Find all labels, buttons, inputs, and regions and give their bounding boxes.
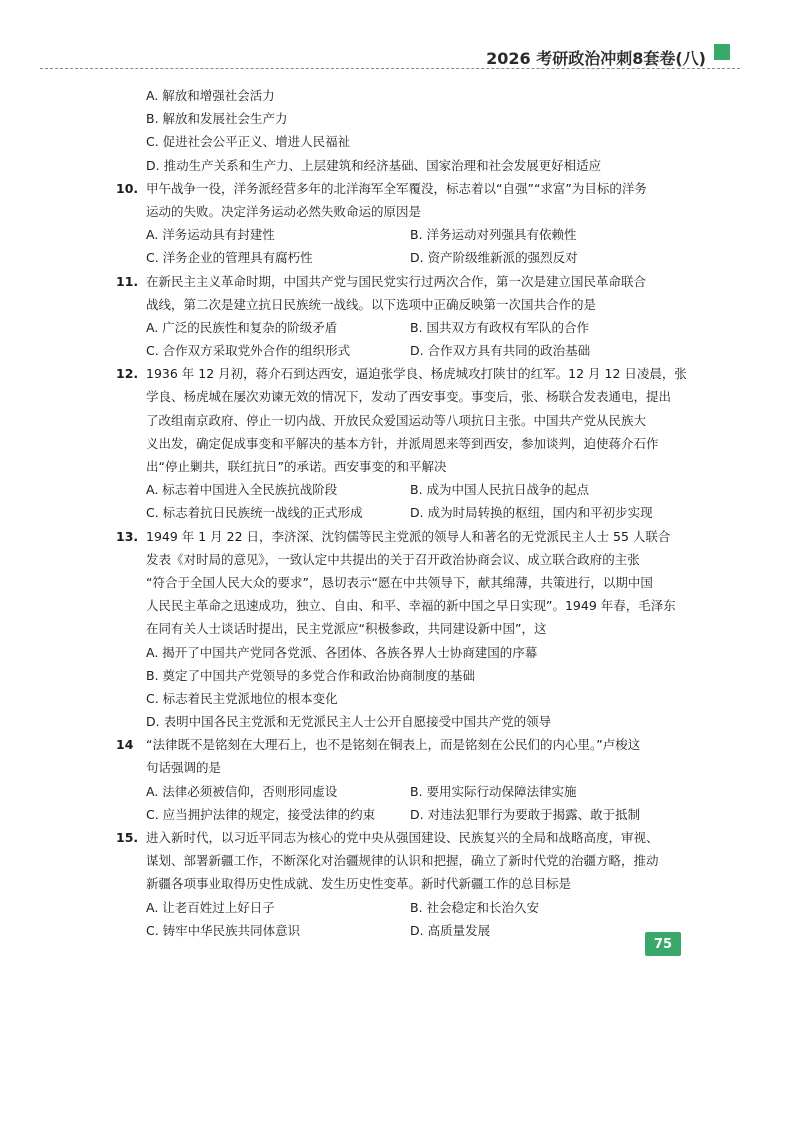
question-stem-line: 1949 年 1 月 22 日，李济深、沈钧儒等民主党派的领导人和著名的无党派民主人士 55 人联合 — [146, 528, 671, 544]
option-d: D. 高质量发展 — [410, 922, 491, 938]
option-a: A. 标志着中国进入全民族抗战阶段 — [146, 482, 338, 498]
option-b: B. 国共双方有政权有军队的合作 — [410, 319, 590, 335]
option-c: C. 铸牢中华民族共同体意识 — [146, 922, 301, 938]
option-c: C. 合作双方采取党外合作的组织形式 — [146, 343, 351, 359]
question-stem-row — [0, 849, 800, 872]
question-stem-row — [0, 594, 800, 617]
option-c: C. 标志着抗日民族统一战线的正式形成 — [146, 505, 363, 521]
option-d: D. 成为时局转换的枢纽，国内和平初步实现 — [410, 505, 653, 521]
question-stem-line: “法律既不是铭刻在大理石上，也不是铭刻在铜表上，而是铭刻在公民们的内心里。”卢梭这 — [146, 737, 641, 753]
option-a: A. 让老百姓过上好日子 — [146, 899, 275, 915]
question-number: 10. — [116, 180, 139, 196]
question-number: 15. — [116, 830, 139, 845]
option-a: A. 法律必须被信仰，否则形同虚设 — [146, 783, 338, 799]
page-number: 75 — [645, 932, 681, 956]
question-stem-line: 义出发，确定促成事变和平解决的基本方针，并派周恩来等到西安，参加谈判，迫使蒋介石作 — [146, 435, 659, 451]
question-stem-line: 谋划、部署新疆工作，不断深化对治疆规律的认识和把握，确立了新时代党的治疆方略，推动 — [146, 853, 659, 869]
question-stem-row — [0, 455, 800, 478]
question-stem-row — [0, 293, 800, 316]
question-15 — [0, 826, 800, 849]
option-d: D. 对违法犯罪行为要敢于揭露、敢于抵制 — [410, 806, 641, 822]
option-d: D. 推动生产关系和生产力、上层建筑和经济基础、国家治理和社会发展更好相适应 — [146, 157, 602, 173]
option-row — [0, 780, 800, 803]
question-stem-row — [0, 872, 800, 895]
question-stem-line: 运动的失败。决定洋务运动必然失败命运的原因是 — [146, 203, 422, 219]
question-stem-row — [0, 409, 800, 432]
option-c: C. 洋务企业的管理具有腐朽性 — [146, 250, 313, 266]
option-b: B. 奠定了中国共产党领导的多党合作和政治协商制度的基础 — [146, 667, 476, 683]
option-a: A. 揭开了中国共产党同各党派、各团体、各族各界人士协商建国的序幕 — [146, 644, 538, 660]
option-row — [0, 687, 800, 710]
option-a: A. 洋务运动具有封建性 — [146, 227, 275, 243]
question-11 — [0, 270, 800, 293]
question-stem-line: 句话强调的是 — [146, 760, 222, 776]
option-row — [0, 664, 800, 687]
question-stem-line: 在同有关人士谈话时提出，民主党派应“积极参政，共同建设新中国”，这 — [146, 621, 547, 637]
option-row — [0, 154, 800, 177]
question-stem-line: 人民民主革命之迅速成功，独立、自由、和平、幸福的新中国之早日实现”。1949 年春，毛泽东 — [146, 598, 676, 614]
question-stem-line: 出“停止剿共，联红抗日”的承诺。西安事变的和平解决 — [146, 459, 447, 474]
question-stem-line: “符合于全国人民大众的要求”，恳切表示“愿在中共领导下，献其绵薄，共策进行，以期中国 — [146, 574, 653, 590]
option-c: C. 应当拥护法律的规定，接受法律的约束 — [146, 806, 376, 822]
option-row — [0, 316, 800, 339]
question-stem-line: 战线，第二次是建立抗日民族统一战线。以下选项中正确反映第一次国共合作的是 — [146, 296, 597, 312]
question-stem-line: 了改组南京政府、停止一切内战、开放民众爱国运动等八项抗日主张。中国共产党从民族大 — [146, 412, 647, 428]
question-12 — [0, 362, 800, 385]
question-10 — [0, 177, 800, 200]
option-b: B. 洋务运动对列强具有依赖性 — [410, 227, 577, 243]
option-row — [0, 803, 800, 826]
question-stem-line: 甲午战争一役，洋务派经营多年的北洋海军全军覆没，标志着以“自强”“求富”为目标的洋务 — [146, 180, 647, 196]
option-row — [0, 223, 800, 246]
question-stem-row — [0, 617, 800, 640]
option-b: B. 成为中国人民抗日战争的起点 — [410, 482, 590, 498]
option-row — [0, 107, 800, 130]
question-stem-line: 进入新时代，以习近平同志为核心的党中央从强国建设、民族复兴的全局和战略高度，审视、 — [146, 830, 659, 845]
option-row — [0, 478, 800, 501]
question-stem-line: 学良、杨虎城在屡次劝谏无效的情况下，发动了西安事变。事变后，张、杨联合发表通电，提出 — [146, 389, 672, 405]
option-row — [0, 246, 800, 269]
question-number: 14 — [116, 737, 134, 753]
question-stem-line: 在新民主主义革命时期，中国共产党与国民党实行过两次合作，第一次是建立国民革命联合 — [146, 273, 647, 289]
question-stem-row — [0, 548, 800, 571]
option-c: C. 促进社会公平正义、增进人民福祉 — [146, 134, 351, 150]
option-row — [0, 896, 800, 919]
option-row — [0, 84, 800, 107]
question-stem-row — [0, 756, 800, 779]
option-row — [0, 339, 800, 362]
question-stem-row — [0, 432, 800, 455]
page-header — [40, 40, 740, 68]
question-number: 13. — [116, 528, 139, 544]
question-stem-row — [0, 571, 800, 594]
question-stem-row — [0, 385, 800, 408]
question-number: 11. — [116, 273, 139, 289]
option-row — [0, 130, 800, 153]
question-14 — [0, 733, 800, 756]
question-stem-line: 1936 年 12 月初，蒋介石到达西安，逼迫张学良、杨虎城攻打陕甘的红军。12 月 12 日凌晨，张 — [146, 366, 687, 382]
option-d: D. 资产阶级维新派的强烈反对 — [410, 250, 578, 266]
option-row — [0, 501, 800, 524]
option-row — [0, 710, 800, 733]
question-number: 12. — [116, 366, 139, 382]
question-stem-line: 发表《对时局的意见》，一致认定中共提出的关于召开政治协商会议、成立联合政府的主张 — [146, 551, 640, 567]
header-title: 2026 考研政治冲刺8套卷(八) — [486, 49, 706, 68]
option-a: A. 广泛的民族性和复杂的阶级矛盾 — [146, 319, 338, 335]
question-13 — [0, 525, 800, 548]
option-a: A. 解放和增强社会活力 — [146, 88, 275, 103]
option-b: B. 要用实际行动保障法律实施 — [410, 783, 577, 799]
page-content — [0, 84, 800, 942]
question-stem-row — [0, 200, 800, 223]
option-d: D. 表明中国各民主党派和无党派民主人士公开自愿接受中国共产党的领导 — [146, 714, 552, 730]
option-row — [0, 641, 800, 664]
question-stem-line: 新疆各项事业取得历史性成就、发生历史性变革。新时代新疆工作的总目标是 — [146, 876, 572, 892]
option-b: B. 社会稳定和长治久安 — [410, 899, 540, 915]
option-b: B. 解放和发展社会生产力 — [146, 111, 288, 127]
option-d: D. 合作双方具有共同的政治基础 — [410, 343, 591, 359]
header-color-block — [714, 44, 730, 60]
option-c: C. 标志着民主党派地位的根本变化 — [146, 690, 338, 706]
header-divider — [40, 68, 740, 69]
